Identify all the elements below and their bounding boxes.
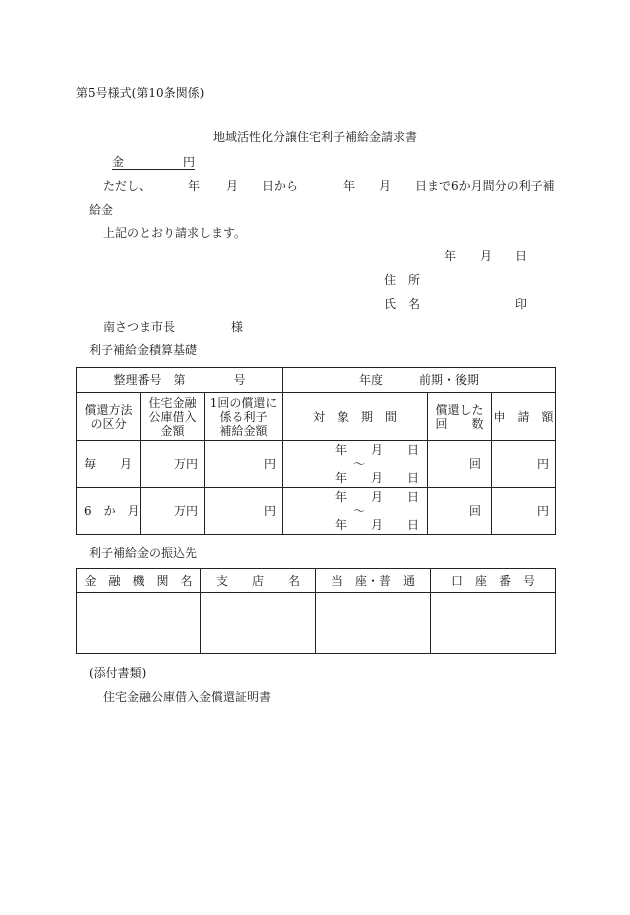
row-method: 毎 月 bbox=[77, 441, 141, 488]
body-from-month: 月 bbox=[226, 179, 239, 193]
table-row bbox=[77, 441, 556, 488]
body-to-day: 日まで6か月間分の利子補 bbox=[415, 179, 555, 193]
row-period-start: 年 月 日 bbox=[335, 490, 420, 504]
amount-yen: 円 bbox=[182, 155, 195, 169]
row-claim: 円 bbox=[492, 488, 556, 535]
date-year: 年 bbox=[444, 249, 457, 263]
attachments-heading: (添付書類) bbox=[89, 666, 147, 680]
row-period-end: 年 月 日 bbox=[335, 518, 420, 532]
row-period bbox=[283, 488, 428, 535]
col-count-line1: 償還した bbox=[435, 402, 484, 417]
account-number-cell bbox=[431, 593, 556, 654]
row-count: 回 bbox=[428, 488, 492, 535]
amount-line bbox=[112, 155, 195, 170]
col-claim-header: 申 請 額 bbox=[492, 393, 556, 441]
addressee-name: 南さつま市長 bbox=[103, 320, 176, 334]
row-period-start: 年 月 日 bbox=[335, 443, 420, 457]
row-period bbox=[283, 441, 428, 488]
col-loan-header bbox=[141, 393, 205, 441]
col-loan-line2: 公庫借入 bbox=[148, 409, 197, 424]
row-interest: 円 bbox=[205, 441, 283, 488]
col-count-line2: 回 数 bbox=[435, 416, 484, 431]
body-from-day: 日から bbox=[262, 179, 299, 193]
addressee-honorific: 様 bbox=[231, 320, 244, 334]
branch-name-header: 支 店 名 bbox=[201, 569, 316, 593]
row-method: 6 か 月 bbox=[77, 488, 141, 535]
calc-heading: 利子補給金積算基礎 bbox=[89, 343, 198, 357]
col-interest-header bbox=[205, 393, 283, 441]
col-interest-line3: 補給金額 bbox=[219, 423, 268, 438]
table-row bbox=[77, 488, 556, 535]
date-day: 日 bbox=[515, 249, 528, 263]
fiscal-period-cell: 年度 前期・後期 bbox=[283, 368, 556, 393]
col-method-line1: 償還方法 bbox=[84, 402, 133, 417]
col-method-header bbox=[77, 393, 141, 441]
form-number: 第5号様式(第10条関係) bbox=[76, 86, 205, 100]
body-line3: 上記のとおり請求します。 bbox=[103, 226, 247, 240]
col-period-header: 対 象 期 間 bbox=[283, 393, 428, 441]
branch-name-cell bbox=[201, 593, 316, 654]
body-to-month: 月 bbox=[379, 179, 392, 193]
col-interest-line2: 係る利子 bbox=[219, 409, 268, 424]
account-type-cell bbox=[316, 593, 431, 654]
body-from-year: 年 bbox=[188, 179, 201, 193]
seal-mark: 印 bbox=[515, 297, 528, 311]
row-period-sep: 〜 bbox=[353, 457, 366, 471]
page-title: 地域活性化分譲住宅利子補給金請求書 bbox=[213, 130, 418, 144]
col-interest-line1: 1回の償還に bbox=[209, 395, 278, 410]
body-prefix: ただし、 bbox=[103, 179, 152, 193]
col-loan-line1: 住宅金融 bbox=[148, 395, 197, 410]
col-count-header bbox=[428, 393, 492, 441]
row-claim: 円 bbox=[492, 441, 556, 488]
bank-name-header: 金 融 機 関 名 bbox=[77, 569, 201, 593]
row-interest: 円 bbox=[205, 488, 283, 535]
calc-table bbox=[76, 367, 556, 535]
col-loan-line3: 金額 bbox=[160, 423, 185, 438]
row-loan: 万円 bbox=[141, 441, 205, 488]
transfer-heading: 利子補給金の振込先 bbox=[89, 546, 198, 560]
body-line2: 給金 bbox=[89, 203, 114, 217]
date-month: 月 bbox=[480, 249, 493, 263]
reference-number-cell: 整理番号 第 号 bbox=[77, 368, 283, 393]
attachment-item: 住宅金融公庫借入金償還証明書 bbox=[103, 690, 272, 704]
table-row bbox=[77, 593, 556, 654]
amount-kin: 金 bbox=[112, 155, 125, 169]
row-loan: 万円 bbox=[141, 488, 205, 535]
col-method-line2: の区分 bbox=[90, 416, 127, 431]
account-type-header: 当 座・普 通 bbox=[316, 569, 431, 593]
account-number-header: 口 座 番 号 bbox=[431, 569, 556, 593]
name-label: 氏 名 bbox=[384, 297, 421, 311]
address-label: 住 所 bbox=[384, 273, 421, 287]
row-count: 回 bbox=[428, 441, 492, 488]
body-to-year: 年 bbox=[343, 179, 356, 193]
row-period-end: 年 月 日 bbox=[335, 471, 420, 485]
transfer-table bbox=[76, 568, 556, 654]
bank-name-cell bbox=[77, 593, 201, 654]
row-period-sep: 〜 bbox=[353, 504, 366, 518]
